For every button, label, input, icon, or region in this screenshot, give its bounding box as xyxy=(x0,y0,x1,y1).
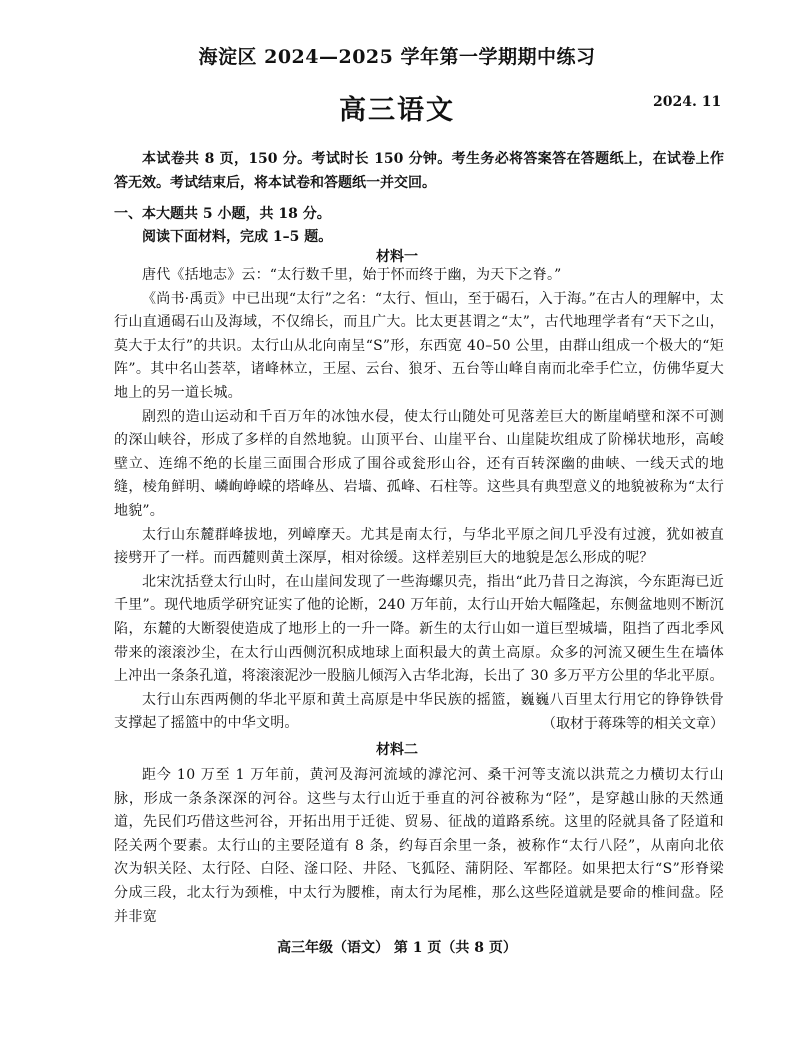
material1-paragraph: 北宋沈括登太行山时，在山崖间发现了一些海螺贝壳，指出“此乃昔日之海滨，今东距海已近千里”。现代地质学研究证实了他的论断，240 万年前，太行山开始大幅隆起，东侧盆地则不断沉陷，东麓的大断裂使造成了地形上的一升一降。新生的太行山如一道巨型城墙，阻挡了西北季风带来的滚滚沙尘，在太行山西侧沉积成地球上面积最大的黄土高原。众多的河流又硬生生在墙体上冲出一条条孔道，将滚滚泥沙一股脑儿倾泻入古华北海，长出了 30 多万平方公里的华北平原。 xyxy=(114,573,724,685)
material1-body xyxy=(114,264,724,736)
exam-notice: 本试卷共 8 页，150 分。考试时长 150 分钟。考生务必将答案答在答题纸上，在试卷上作答无效。考试结束后，将本试卷和答题纸一并交回。 xyxy=(114,151,724,191)
material1-paragraph: 太行山东麓群峰拔地，列嶂摩天。尤其是南太行，与华北平原之间几乎没有过渡，犹如被直接劈开了一样。而西麓则黄土深厚，相对徐缓。这样差别巨大的地貌是怎么形成的呢？ xyxy=(114,526,724,567)
material1-title: 材料一 xyxy=(376,249,418,265)
subject-title: 高三语文 xyxy=(339,95,455,126)
material2-paragraph: 距今 10 万至 1 万年前，黄河及海河流域的滹沱河、桑干河等支流以洪荒之力横切太行山脉，形成一条条深深的河谷。这些与太行山近于垂直的河谷被称为“陉”，是穿越山脉的天然通道，先民们巧借这些河谷，开拓出用于迁徙、贸易、征战的道路系统。这里的陉就具备了陉道和陉关两个要素。太行山的主要陉道有 8 条，约每百余里一条，被称作“太行八陉”，从南向北依次为轵关陉、太行陉、白陉、滏口陉、井陉、飞狐陉、蒲阴陉、军都陉。如果把太行“S”形脊梁分成三段，北太行为颈椎，中太行为腰椎，南太行为尾椎，那么这些陉道就是要命的椎间盘。陉并非宽 xyxy=(114,767,724,925)
exam-title: 海淀区 2024—2025 学年第一学期期中练习 xyxy=(198,46,596,68)
page-footer: 高三年级（语文） 第 1 页（共 8 页） xyxy=(277,940,517,956)
material2-title: 材料二 xyxy=(376,742,418,758)
material2-body xyxy=(114,764,724,929)
section-instruction: 阅读下面材料，完成 1–5 题。 xyxy=(142,229,333,245)
section-heading: 一、本大题共 5 小题，共 18 分。 xyxy=(114,206,331,222)
material1-paragraph: 唐代《括地志》云：“太行数千里，始于怀而终于幽，为天下之脊。” xyxy=(142,267,562,283)
material1-paragraph: 剧烈的造山运动和千百万年的冰蚀水侵，使太行山随处可见落差巨大的断崖峭壁和深不可测的深山峡谷，形成了多样的自然地貌。山顶平台、山崖平台、山崖陡坎组成了阶梯状地形，高峻壁立、连绵不绝的长崖三面围合形成了围谷或瓮形山谷，还有百转深幽的曲峡、一线天式的地缝，棱角鲜明、嶙峋峥嵘的塔峰丛、岩墙、孤峰、石柱等。这些具有典型意义的地貌被称为“太行地貌”。 xyxy=(114,408,724,519)
material1-paragraph: 太行山东西两侧的华北平原和黄土高原是中华民族的摇篮，巍巍八百里太行用它的铮铮铁骨支撑起了摇篮中的中华文明。 xyxy=(114,691,724,732)
material1-paragraph: 《尚书·禹贡》中已出现“太行”之名：“太行、恒山，至于碣石，入于海。”在古人的理解中，太行山直通碣石山及海域，不仅绵长，而且广大。比太更甚谓之“太”，古代地理学者有“天下之山，莫大于太行”的共识。太行山从北向南呈“S”形，东西宽 40–50 公里，由群山组成一个极大的“矩阵”。其中名山荟萃，诸峰林立，王屋、云台、狼牙、五台等山峰自南而北牵手伫立，仿佛华夏大地上的另一道长城。 xyxy=(114,290,724,401)
exam-date: 2024. 11 xyxy=(653,94,722,110)
material1-source: （取材于蒋珠等的相关文章） xyxy=(542,716,724,732)
